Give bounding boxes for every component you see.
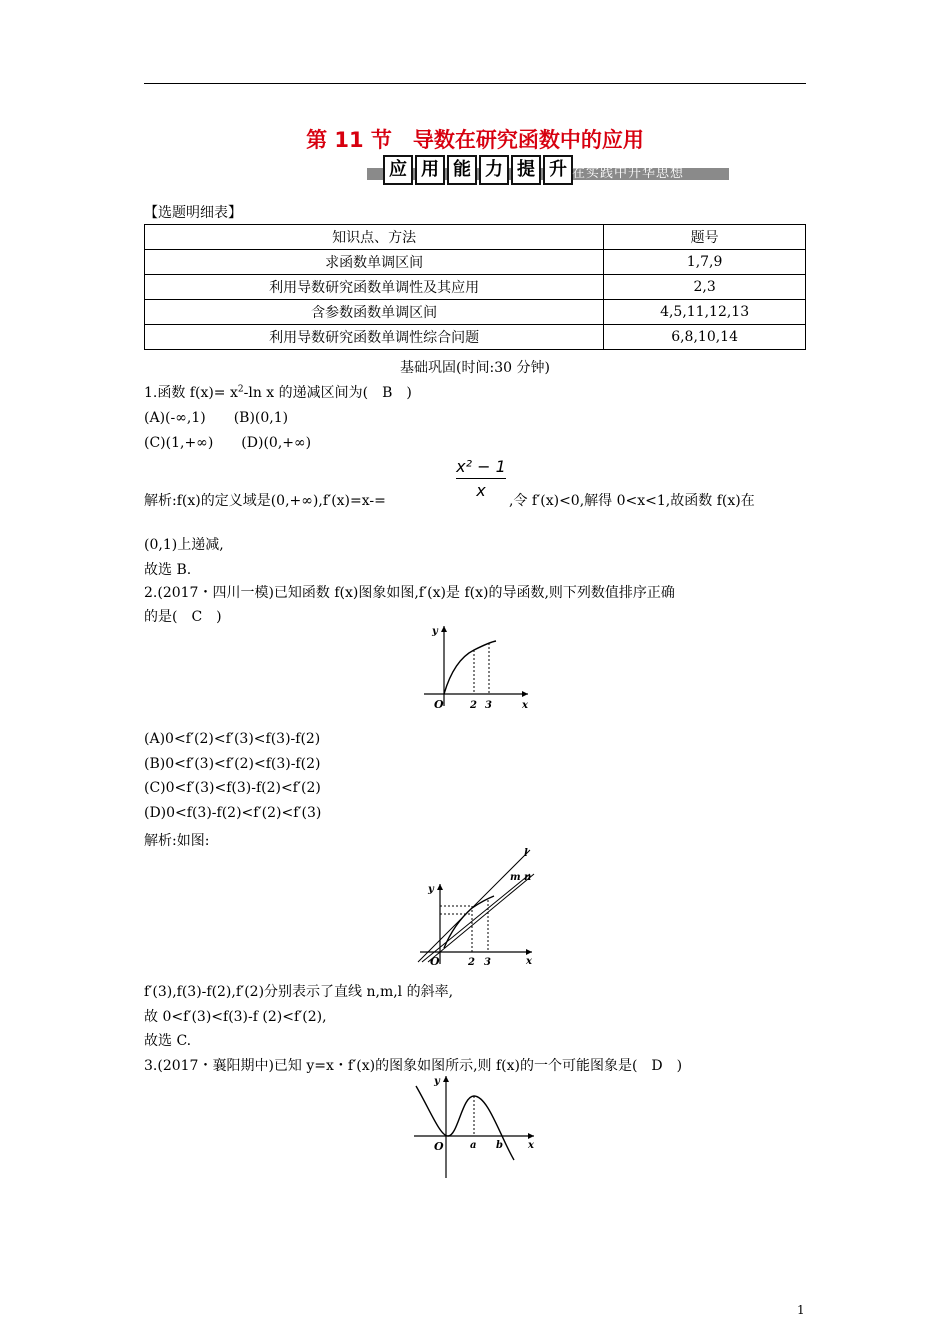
q1-fraction — [456, 457, 506, 500]
q1-solution-b: ,令 f′(x)<0,解得 0<x<1,故函数 f(x)在 — [509, 493, 755, 509]
table-row — [145, 250, 806, 275]
q1-solution-d: 故选 B. — [144, 562, 192, 578]
y-axis-arrow — [441, 626, 447, 632]
fraction-numerator: x² − 1 — [456, 457, 506, 479]
q2-stem-2: 的是( C ) — [144, 609, 222, 625]
tick-2-label: 2 — [470, 700, 477, 711]
table-cell: 2,3 — [604, 275, 806, 300]
header-rule — [144, 83, 806, 84]
tick-a-label: a — [470, 1140, 477, 1151]
banner-char: 能 — [447, 155, 477, 185]
q1-stem-a: 1.函数 f(x)= x — [144, 385, 238, 401]
q2-option: (B)0<f′(3)<f′(2)<f(3)-f(2) — [144, 756, 321, 772]
q3-stem: 3.(2017・襄阳期中)已知 y=x・f′(x)的图象如图所示,则 f(x)的一个可能图象是( D ) — [144, 1058, 683, 1074]
y-axis-arrow — [443, 1076, 449, 1082]
q1-stem — [144, 382, 412, 402]
table-cell: 1,7,9 — [604, 250, 806, 275]
table-cell: 4,5,11,12,13 — [604, 300, 806, 325]
origin-label: O — [434, 1140, 444, 1153]
q2-solution-4: 故选 C. — [144, 1033, 192, 1049]
q2-option: (C)0<f′(3)<f(3)-f(2)<f′(2) — [144, 780, 321, 796]
fx-curve — [444, 641, 496, 694]
label-m: m — [510, 872, 521, 883]
table-row — [145, 275, 806, 300]
q1-option-row: (C)(1,+∞) (D)(0,+∞) — [144, 435, 312, 451]
banner-subtitle: 在实践中升华思想 — [572, 166, 685, 181]
page-number: 1 — [797, 1303, 805, 1317]
q3-function-graph — [404, 1070, 540, 1186]
q2-option: (A)0<f′(2)<f′(3)<f(3)-f(2) — [144, 731, 321, 747]
q1-option-row: (A)(-∞,1) (B)(0,1) — [144, 410, 289, 426]
q2-solution-1: 解析:如图: — [144, 833, 210, 849]
tick-b-label: b — [496, 1140, 503, 1151]
table-header-row — [145, 225, 806, 250]
table-cell: 求函数单调区间 — [145, 250, 604, 275]
tick-3-label: 3 — [484, 957, 491, 968]
line-l — [418, 850, 530, 962]
q2-solution-3: 故 0<f′(3)<f(3)-f (2)<f′(2), — [144, 1009, 327, 1025]
section-banner — [367, 155, 729, 183]
tick-3-label: 3 — [485, 700, 492, 711]
section-heading: 基础巩固(时间:30 分钟) — [400, 360, 550, 376]
table-header: 题号 — [604, 225, 806, 250]
y-axis-arrow — [437, 884, 443, 890]
banner-char: 提 — [511, 155, 541, 185]
q2-stem-1: 2.(2017・四川一模)已知函数 f(x)图象如图,f′(x)是 f(x)的导函数,则下列数值排序正确 — [144, 585, 675, 601]
banner-char: 用 — [415, 155, 445, 185]
x-axis-arrow — [528, 1133, 534, 1139]
q1-stem-b: -ln x 的递减区间为( B ) — [243, 385, 412, 401]
table-row — [145, 325, 806, 350]
table-header: 知识点、方法 — [145, 225, 604, 250]
y-label: y — [432, 626, 438, 637]
x-axis-arrow — [522, 691, 528, 697]
q1-stem-sup: 2 — [237, 384, 244, 395]
table-row — [145, 300, 806, 325]
table-caption: 【选题明细表】 — [144, 205, 242, 221]
table-cell: 利用导数研究函数单调性综合问题 — [145, 325, 604, 350]
label-n: n — [524, 872, 532, 883]
q2-option: (D)0<f(3)-f(2)<f′(2)<f′(3) — [144, 805, 322, 821]
x-axis-arrow — [526, 949, 532, 955]
banner-char: 升 — [543, 155, 573, 185]
q1-solution-c: (0,1)上递减, — [144, 537, 224, 553]
origin-label: O — [434, 698, 444, 711]
topic-table — [144, 224, 806, 350]
origin-label: O — [430, 955, 440, 968]
fx-curve — [444, 896, 494, 948]
banner-chars — [383, 155, 573, 185]
x-label: x — [528, 1140, 534, 1151]
table-cell: 6,8,10,14 — [604, 325, 806, 350]
fraction-denominator: x — [476, 481, 486, 500]
line-m — [422, 874, 530, 962]
q2-solution-graph — [414, 844, 538, 968]
q2-function-graph — [418, 620, 534, 712]
y-label: y — [434, 1076, 440, 1087]
table-cell: 利用导数研究函数单调性及其应用 — [145, 275, 604, 300]
x-label: x — [526, 956, 532, 967]
page-title: 第 11 节 导数在研究函数中的应用 — [306, 128, 644, 152]
banner-char: 力 — [479, 155, 509, 185]
q1-solution-a: 解析:f(x)的定义域是(0,+∞),f′(x)=x-= — [144, 493, 386, 509]
label-l: l — [524, 848, 528, 859]
tick-2-label: 2 — [468, 957, 475, 968]
banner-char: 应 — [383, 155, 413, 185]
table-cell: 含参数函数单调区间 — [145, 300, 604, 325]
line-n — [428, 874, 534, 962]
x-label: x — [522, 700, 528, 711]
y-label: y — [428, 884, 434, 895]
q2-solution-2: f′(3),f(3)-f(2),f′(2)分别表示了直线 n,m,l 的斜率, — [144, 984, 454, 1000]
